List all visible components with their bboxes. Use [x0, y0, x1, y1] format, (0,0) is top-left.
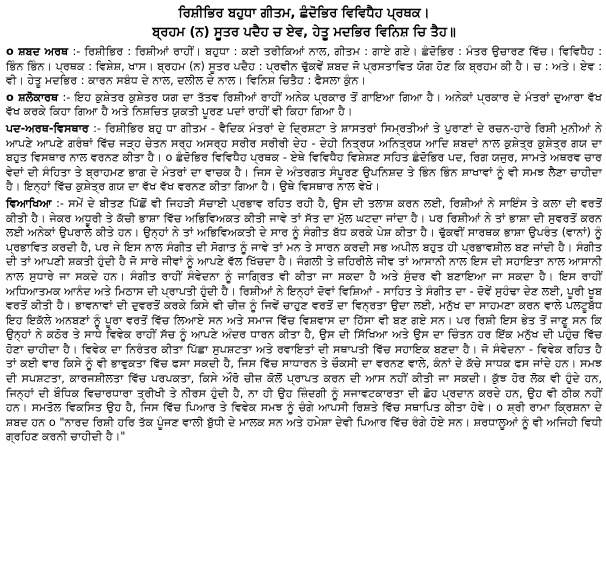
- vyakhia-section: [6, 197, 602, 445]
- verse-title-line-2: ਬ੍ਰਹਮ (ਨ) ਸੂਤਰ ਪਦੈਹ ਚ ਏਵ, ਹੇਤੂ ਮਦਭਿਰ ਵਿਨਿਸ਼ ਚਿ ਤੈਹ॥: [152, 25, 456, 40]
- shabad-arth-text: :- ਰਿਸ਼ੀਭਿਰ : ਰਿਸ਼ੀਆਂ ਰਾਹੀਂ। ਬਹੁਧਾ : ਕਈ ਤਰੀਕਿਆਂ ਨਾਲ, ਗੀਤਮ : ਗਾਏ ਗਏ। ਛੰਦੋਭਿਰ : ਮੰਤਰ ਉਚਾਰਣ ਵਿੱਚ। ਵਿਵਿਧੈਹ : ਭਿੰਨ ਭਿੰਨ। ਪ੍ਰਥਕ : ਵਿਸ਼ੇਸ਼, ਖਾਸ। ਬ੍ਰਹਮ (ਨ) ਸੂਤਰ ਪਦੈਹ : ਪ੍ਰਵੀਨ ਢੁੱਕਵੇਂ ਸ਼ਬਦ ਜੋ ਪ੍ਰਸਤਾਵਿਤ ਯੋਗ ਹੋਣ ਕਿ ਬ੍ਰਹਮ ਕੀ ਹੈ। ਚ : ਅਤੇ। ਏਵ : ਵੀ। ਹੇਤੂ ਮਦਭਿਰ : ਕਾਰਨ ਸਬੰਧ ਦੇ ਨਾਲ, ਦਲੀਲ ਦੇ ਨਾਲ। ਵਿਨਿਸ਼ ਚਿਤੈਹ : ਫੈਸਲਾ ਕੁੰਨ।: [6, 45, 602, 88]
- pad-arth-label: ਪਦ-ਅਰਥ-ਵਿਸਥਾਰ: [6, 121, 89, 135]
- shabad-arth-label: o ਸ਼ਬਦ ਅਰਥ: [6, 45, 69, 58]
- pad-arth-text: :- ਰਿਸ਼ੀਭਿਰ ਬਹੁ ਧਾ ਗੀਤਮ - ਵੈਦਿਕ ਮੰਤਰਾਂ ਦੇ ਦ੍ਰਿਸ਼ਟਾ ਤੇ ਸ਼ਾਸਤਰਾਂ ਸਿਮ੍ਰਤੀਆਂ ਤੇ ਪੁਰਾਣਾਂ ਦੇ ਰਚਨ-ਹਾਰੇ ਰਿਸ਼ੀ ਮੁਨੀਆਂ ਨੇ ਆਪਣੇ ਆਪਣੇ ਗਰੰਥਾਂ ਵਿੱਚ ਜੜ੍ਹ ਚੇਤਨ ਸਰ੍ਹ ਅਸਰ੍ਹ ਸਰੀਰ ਸਰੀਰੀ ਦੇਹ - ਦੇਹੀ ਨਿਤ੍ਰਯ ਅਨਿਤ੍ਰਯ ਆਦਿ ਸ਼ਬਦਾਂ ਨਾਲ ਕੁਸ਼ੇਤ੍ਰ ਕੁਸ਼ੇਤ੍ਰ ਗਯ ਦਾ ਬਹੁਤ ਵਿਸਥਾਰ ਨਾਲ ਵਰਨਣ ਕੀਤਾ ਹੈ। o ਛੰਦੋਭਿਰ ਵਿਵਿਧੈਹ ਪ੍ਰਥਕ - ਏਥੇ ਵਿਵਿਧੈਹ ਵਿਸ਼ੇਸ਼ਣ ਸਹਿਤ ਛੰਦੋਭਿਰ ਪਦ, ਰਿਗ ਯਜੁਰ, ਸਾਮਤੇ ਅਥਰਵ ਚਾਰ ਵੇਦਾਂ ਦੀ ਸੰਹਿਤਾ ਤੇ ਬ੍ਰਾਹਮਣ ਭਾਗ ਦੇ ਮੰਤਰਾਂ ਦਾ ਵਾਚਕ ਹੈ। ਜਿਸ ਦੇ ਅੰਤਰਗਤ ਸੰਪੂਰਣ ਉਪਨਿਸ਼ਦ ਤੇ ਭਿੰਨ ਭਿੰਨ ਸ਼ਾਖਾਵਾਂ ਨੂੰ ਵੀ ਸਮਝ ਲੈਣਾ ਚਾਹੀਦਾ ਹੈ। ਇਨ੍ਹਾਂ ਵਿੱਚ ਕੁਸ਼ੇਤ੍ਰ ਗਯ ਦਾ ਵੱਖ ਵੱਖ ਵਰਨਣ ਕੀਤਾ ਗਿਆ ਹੈ। ਉਥੇ ਵਿਸਥਾਰ ਨਾਲ ਵੇਖੋ।: [6, 121, 602, 194]
- shlokarth-label: o ਸ਼ਲੋਕਾਰਥ: [6, 90, 59, 104]
- pad-arth-section: [6, 122, 602, 195]
- shlokarth-section: [6, 91, 602, 120]
- verse-title-line-1: ਰਿਸ਼ੀਭਿਰ ਬਹੁਧਾ ਗੀਤਮ, ਛੰਦੋਭਿਰ ਵਿਵਿਧੈਹ ਪ੍ਰਥਕ।: [178, 6, 430, 21]
- vyakhia-label: ਵਿਆਖਿਆ: [6, 196, 52, 210]
- vyakhia-text: :- ਸਮੇਂ ਦੇ ਬੀਤਣ ਪਿੱਛੋਂ ਵੀ ਜਿਹੜੀ ਸੱਚਾਈ ਪ੍ਰਭਾਵ ਰਹਿਤ ਰਹੀ ਹੈ, ਉਸ ਦੀ ਤਲਾਸ਼ ਕਰਨ ਲਈ, ਰਿਸ਼ੀਆਂ ਨੇ ਸਾਇੰਸ ਤੇ ਕਲਾ ਦੀ ਵਰਤੋਂ ਕੀਤੀ ਹੈ। ਜੇਕਰ ਅਧੂਰੀ ਤੇ ਕੱਚੀ ਭਾਸ਼ਾ ਵਿੱਚ ਅਭਿਵਿਅਕਤ ਕੀਤੀ ਜਾਵੇ ਤਾਂ ਸੱਤ ਦਾ ਮੁੱਲ ਘਟਦਾ ਜਾਂਦਾ ਹੈ। ਪਰ ਰਿਸ਼ੀਆਂ ਨੇ ਤਾਂ ਭਾਸ਼ਾ ਦੀ ਸੁਵਰਤੋਂ ਕਰਨ ਲਈ ਅਨੇਕਾਂ ਉਪਰਾਲੇ ਕੀਤੇ ਹਨ। ਉਨ੍ਹਾਂ ਨੇ ਤਾਂ ਅਭਿਵਿਅਕਤੀ ਦੇ ਸਾਰ ਨੂੰ ਸੰਗੀਤ ਬੱਧ ਕਰਕੇ ਪੇਸ਼ ਕੀਤਾ ਹੈ। ਢੁੱਕਵੀਂ ਸਾਰਥਕ ਭਾਸ਼ਾ ਉਪਰੰਤ (ਵਾਨਾਂ) ਨੂੰ ਪ੍ਰਭਾਵਿਤ ਕਰਦੀ ਹੈ, ਪਰ ਜੇ ਇਸ ਨਾਲ ਸੰਗੀਤ ਦੀ ਸੋਗਾਤ ਨੂੰ ਜਾਵੇ ਤਾਂ ਮਨ ਤੇ ਸਾਰਨ ਕਰਦੀ ਸਭ ਅਪੀਲ ਬਹੁਤ ਹੀ ਪ੍ਰਭਾਵਸ਼ੀਲ ਬਣ ਜਾਂਦੀ ਹੈ। ਸੰਗੀਤ ਦੀ ਤਾਂ ਆਪਣੀ ਸ਼ਕਤੀ ਹੁੰਦੀ ਹੈ ਜੋ ਸਾਰੇ ਜੀਵਾਂ ਨੂੰ ਆਪਣੇ ਵੱਲ ਖਿੱਚਦਾ ਹੈ। ਜੰਗਲੀ ਤੇ ਜ਼ਹਿਰੀਲੇ ਜੀਵ ਤਾਂ ਆਸਾਨੀ ਨਾਲ ਇਸ ਦੀ ਸਹਾਇਤਾ ਨਾਲ ਆਸਾਨੀ ਨਾਲ ਸੁਧਾਰੇ ਜਾ ਸਕਦੇ ਹਨ। ਸੰਗੀਤ ਰਾਹੀਂ ਸੰਵੇਦਨਾ ਨੂੰ ਜਾਗ੍ਰਿਤ ਵੀ ਕੀਤਾ ਜਾ ਸਕਦਾ ਹੈ ਅਤੇ ਸੁੰਦਰ ਵੀ ਬਣਾਇਆ ਜਾ ਸਕਦਾ ਹੈ। ਇਸ ਰਾਹੀਂ ਅਧਿਆਤਮਕ ਆਨੰਦ ਅਤੇ ਮਿਠਾਸ ਦੀ ਪ੍ਰਾਪਤੀ ਹੁੰਦੀ ਹੈ। ਰਿਸ਼ੀਆਂ ਨੇ ਇਨ੍ਹਾਂ ਦੋਵਾਂ ਵਿਸ਼ਿਆਂ - ਸਾਹਿਤ ਤੇ ਸੰਗੀਤ ਦਾ - ਦੋਵੇਂ ਸੁਹੰਢਾ ਦੇਣ ਲਈ, ਪੂਰੀ ਖੂਬ ਵਰਤੋਂ ਕੀਤੀ ਹੈ। ਭਾਵਨਾਵਾਂ ਦੀ ਦੁਵਰਤੋਂ ਕਰਕੇ ਕਿਸੇ ਵੀ ਚੀਜ਼ ਨੂੰ ਜਿਵੇਂ ਚਾਹੁਣ ਵਰਤੋਂ ਦਾ ਵਿਨ੍ਰਤਾ ਉਦਾ ਲਈ, ਮਨੁੱਖ ਦਾ ਸਾਹਮਣਾ ਕਰਨ ਵਾਲੇ ਪਲਟੂਬੱਧ ਇਹ ਇਕੱਲੇ ਅਨਬਣਾਂ ਨੂੰ ਪੂਰਾ ਵਰਤੋਂ ਵਿੱਚ ਲਿਆਏ ਸਨ ਅਤੇ ਸਮਾਜ ਵਿੱਚ ਵਿਸ਼ਵਾਸ ਦਾ ਹਿੱਸਾ ਵੀ ਬਣ ਗਏ ਸਨ। ਪਰ ਰਿਸ਼ੀ ਇਸ ਭੇਤ ਤੋਂ ਜਾਣੂ ਸਨ ਕਿ ਉਨ੍ਹਾਂ ਨੇ ਕਠੋਰ ਤੇ ਸਾਧੇ ਵਿਵੇਕ ਰਾਹੀਂ ਸੱਚ ਨੂੰ ਆਪਣੇ ਅੰਦਰ ਧਾਰਨ ਕੀਤਾ ਹੈ, ਉਸ ਦੀ ਸਿੱਖਿਆ ਅਤੇ ਉਸ ਦਾ ਚਿੰਤਨ ਹਰ ਇੱਕ ਮਨੁੱਖ ਦੀ ਪਹੁੰਚ ਵਿੱਚ ਹੋਣਾ ਚਾਹੀਦਾ ਹੈ। ਵਿਵੇਕ ਦਾ ਨਿਰੰਤਰ ਕੀਤਾ ਪਿੱਛਾ ਸੁਪਸ਼ਟਤਾ ਅਤੇ ਰਵਾਇਤਾਂ ਦੀ ਸਥਾਪਤੀ ਵਿੱਚ ਸਹਾਇਕ ਬਣਦਾ ਹੈ। ਜੋ ਸੰਵੇਦਨਾ - ਵਿਵੇਕ ਰਹਿਤ ਹੈ ਤਾਂ ਕਈ ਵਾਰ ਕਿਸੇ ਨੂੰ ਵੀ ਭਾਵੁਕਤਾ ਵਿੱਚ ਫਸਾ ਸਕਦੀ ਹੈ, ਜਿਸ ਵਿੱਚ ਸਾਧਾਰਨ ਤੇ ਚੌਕਸੀ ਦਾ ਵਰਨਣ ਵਾਲੇ, ਕੰਨਾਂ ਦੇ ਕੱਚੇ ਸਾਧਕ ਫਸ ਜਾਂਦੇ ਹਨ। ਸਮਝ ਦੀ ਸਪਸ਼ਟਤਾ, ਕਾਰਜਸ਼ੀਲਤਾ ਵਿੱਚ ਪਰਪਕਤਾ, ਕਿਸੇ ਔਰੋ ਚੀਜ਼ ਕੋਲੋਂ ਪ੍ਰਾਪਤ ਕਰਨ ਦੀ ਆਸ ਨਹੀਂ ਕੀਤੀ ਜਾ ਸਕਦੀ। ਕੁੱਝ ਹੋਰ ਲੋਕ ਵੀ ਹੁੰਦੇ ਹਨ, ਜਿਨ੍ਹਾਂ ਦੀ ਬੌਧਿਕ ਵਿਚਾਰਧਾਰਾ ਤ੍ਰੀਖੀ ਤੇ ਨੀਰਸ ਹੁੰਦੀ ਹੈ, ਨਾ ਹੀ ਉਹ ਜ਼ਿੰਦਗੀ ਨੂੰ ਸਜਾਵਟਕਾਰਤਾ ਦੀ ਛੋਹ ਪ੍ਰਦਾਨ ਕਰਦੇ ਹਨ, ਉਹ ਵੀ ਠੀਕ ਨਹੀਂ ਹਨ। ਸਮਤੋਲ ਵਿਕਸਿਤ ਉਹ ਹੈ, ਜਿਸ ਵਿੱਚ ਪਿਆਰ ਤੇ ਵਿਵੇਕ ਸਮਝ ਨੂੰ ਚੰਗੇ ਆਪਸੀ ਰਿਸ਼ਤੇ ਵਿੱਚ ਸਥਾਪਿਤ ਕੀਤਾ ਹੋਵੇ। o ਸ਼੍ਰੀ ਰਾਮਾ ਕ੍ਰਿਸ਼ਨਾ ਦੇ ਸ਼ਬਦ ਹਨ o "ਨਾਰਦ ਰਿਸ਼ੀ ਹਰਿ ਤੱਕ ਪੂੰਜਣ ਵਾਲੀ ਬੁੱਧੀ ਦੇ ਮਾਲਕ ਸਨ ਅਤੇ ਹਮੇਸ਼ਾ ਦੇਵੀ ਪਿਆਰ ਵਿੱਚ ਰੰਗੇ ਹੋਏ ਸਨ। ਸ਼ਰਧਾਲੂਆਂ ਨੂੰ ਵੀ ਅਜਿਹੀ ਵਿਧੀ ਗ੍ਰਹਿਣ ਕਰਨੀ ਚਾਹੀਦੀ ਹੈ।": [6, 196, 602, 444]
- shabad-arth-section: [6, 45, 602, 89]
- shlokarth-text: :- ਇਹ ਕੁਸ਼ੇਤਰ ਕੁਸ਼ੇਤਰ ਯਗ ਦਾ ਤੱਤਵ ਰਿਸ਼ੀਆਂ ਰਾਹੀਂ ਅਨੇਕ ਪ੍ਰਕਾਰ ਤੋਂ ਗਾਇਆ ਗਿਆ ਹੈ। ਅਨੇਕਾਂ ਪ੍ਰਕਾਰ ਦੇ ਮੰਤਰਾਂ ਦੁਆਰਾ ਵੱਖ ਵੱਖ ਕਰਕੇ ਕਿਹਾ ਗਿਆ ਹੈ ਅਤੇ ਨਿਸ਼ਚਿਤ ਯੁਕਤੀ ਪੂਰਣ ਪਦਾਂ ਰਾਹੀਂ ਵੀ ਕਿਹਾ ਗਿਆ ਹੈ।: [6, 90, 602, 119]
